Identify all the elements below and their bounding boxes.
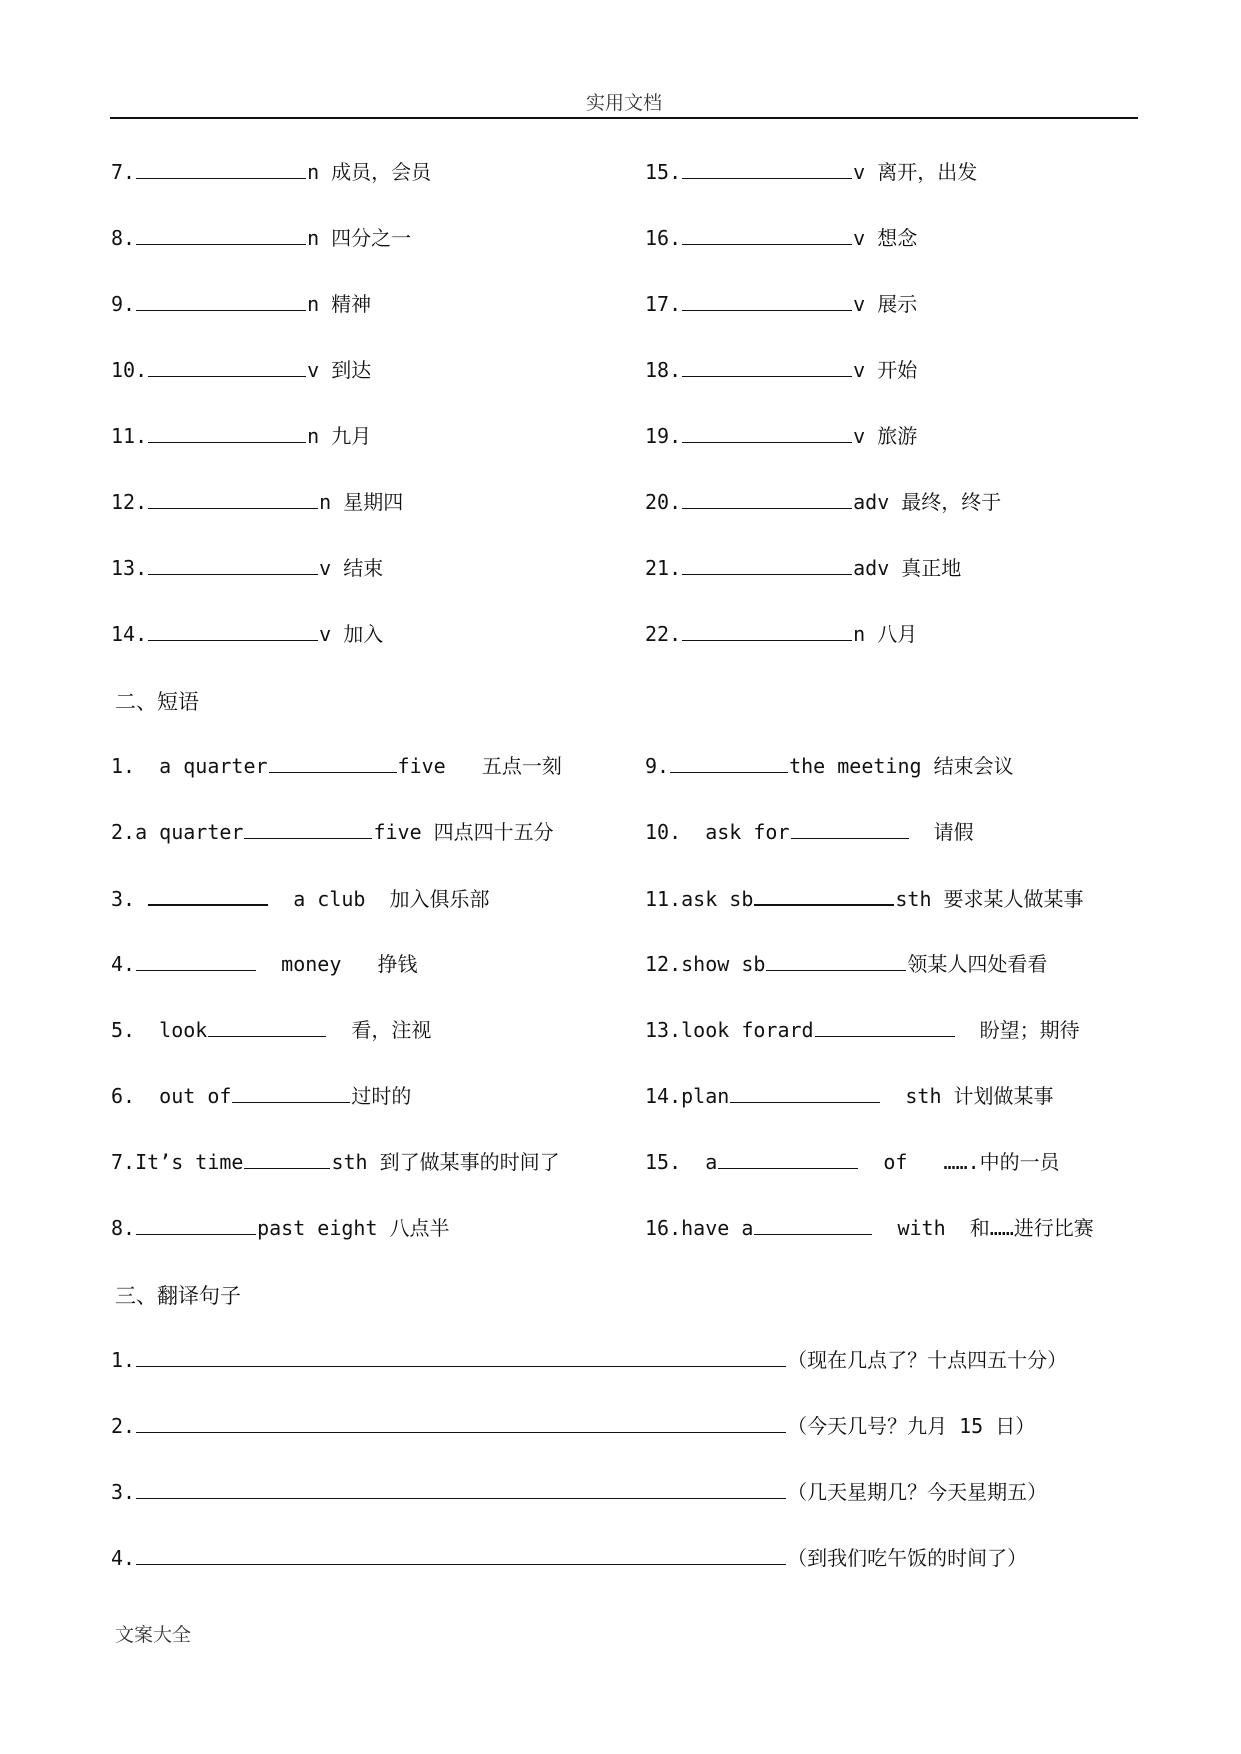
part-of-speech: n bbox=[307, 424, 320, 448]
answer-blank[interactable] bbox=[244, 818, 372, 839]
item-number: 18. bbox=[645, 358, 682, 382]
item-number: 13. bbox=[111, 556, 148, 580]
meaning: 星期四 bbox=[331, 490, 404, 514]
phrase-suffix: 请假 bbox=[909, 820, 974, 844]
item-number: 9. bbox=[111, 292, 136, 316]
meaning: 九月 bbox=[319, 424, 372, 448]
section-heading-phrases: 二、短语 bbox=[115, 690, 199, 714]
phrase-suffix: of …….中的一员 bbox=[859, 1150, 1060, 1174]
item-number: 15. bbox=[645, 160, 682, 184]
phrase-prefix: 14.plan bbox=[645, 1084, 730, 1108]
part-of-speech: n bbox=[307, 292, 320, 316]
item-number: 10. bbox=[111, 358, 148, 382]
phrase-prefix: 10. ask for bbox=[645, 820, 790, 844]
sentence-item bbox=[111, 1544, 1027, 1572]
phrase-item bbox=[111, 950, 418, 978]
item-number: 1. bbox=[111, 1348, 136, 1372]
phrase-suffix: past eight 八点半 bbox=[257, 1216, 450, 1240]
part-of-speech: n bbox=[307, 226, 320, 250]
phrase-suffix: sth 到了做某事的时间了 bbox=[331, 1150, 560, 1174]
answer-blank[interactable] bbox=[232, 1082, 350, 1103]
header-divider bbox=[110, 117, 1138, 119]
meaning: 离开，出发 bbox=[865, 160, 978, 184]
answer-blank[interactable] bbox=[682, 356, 852, 377]
part-of-speech: v bbox=[319, 622, 332, 646]
answer-blank[interactable] bbox=[136, 224, 306, 245]
phrase-suffix: sth 计划做某事 bbox=[881, 1084, 1054, 1108]
answer-blank[interactable] bbox=[682, 158, 852, 179]
phrase-prefix: 4. bbox=[111, 952, 136, 976]
meaning: 开始 bbox=[865, 358, 918, 382]
answer-blank[interactable] bbox=[670, 752, 788, 773]
answer-blank[interactable] bbox=[136, 1214, 256, 1235]
vocab-item bbox=[111, 488, 403, 516]
vocab-item bbox=[645, 158, 977, 186]
vocab-item bbox=[111, 224, 411, 252]
phrase-suffix: 领某人四处看看 bbox=[907, 952, 1048, 976]
answer-blank[interactable] bbox=[148, 620, 318, 641]
phrase-item bbox=[111, 1214, 450, 1242]
phrase-prefix: 7.It’s time bbox=[111, 1150, 244, 1174]
part-of-speech: adv bbox=[853, 490, 890, 514]
item-number: 8. bbox=[111, 226, 136, 250]
sentence-hint: （到我们吃午饭的时间了） bbox=[787, 1546, 1028, 1570]
phrase-item bbox=[111, 884, 490, 913]
vocab-item bbox=[645, 422, 917, 450]
meaning: 成员，会员 bbox=[319, 160, 432, 184]
answer-blank[interactable] bbox=[682, 620, 852, 641]
item-number: 19. bbox=[645, 424, 682, 448]
part-of-speech: v bbox=[853, 160, 866, 184]
part-of-speech: v bbox=[853, 424, 866, 448]
phrase-prefix: 3. bbox=[111, 887, 148, 911]
answer-blank[interactable] bbox=[766, 950, 906, 971]
meaning: 真正地 bbox=[889, 556, 962, 580]
answer-blank[interactable] bbox=[148, 488, 318, 509]
phrase-item bbox=[645, 950, 1047, 978]
phrase-prefix: 6. out of bbox=[111, 1084, 232, 1108]
answer-blank[interactable] bbox=[754, 884, 894, 906]
phrase-prefix: 12.show sb bbox=[645, 952, 766, 976]
phrase-prefix: 5. look bbox=[111, 1018, 208, 1042]
meaning: 结束 bbox=[331, 556, 384, 580]
vocab-item bbox=[645, 488, 1001, 516]
phrase-suffix: with 和……进行比赛 bbox=[873, 1216, 1094, 1240]
phrase-item bbox=[111, 818, 554, 846]
vocab-item bbox=[111, 356, 371, 384]
phrase-prefix: 11.ask sb bbox=[645, 887, 754, 911]
meaning: 最终，终于 bbox=[889, 490, 1002, 514]
phrase-prefix: 2.a quarter bbox=[111, 820, 244, 844]
part-of-speech: v bbox=[307, 358, 320, 382]
vocab-item bbox=[111, 422, 371, 450]
answer-blank[interactable] bbox=[136, 158, 306, 179]
sentence-item bbox=[111, 1412, 1035, 1440]
meaning: 精神 bbox=[319, 292, 372, 316]
phrase-suffix: sth 要求某人做某事 bbox=[895, 887, 1084, 911]
phrase-item bbox=[111, 1082, 411, 1110]
answer-blank[interactable] bbox=[148, 554, 318, 575]
vocab-item bbox=[111, 620, 383, 648]
phrase-prefix: 15. a bbox=[645, 1150, 718, 1174]
meaning: 四分之一 bbox=[319, 226, 412, 250]
answer-blank[interactable] bbox=[815, 1016, 955, 1037]
answer-blank[interactable] bbox=[244, 1148, 330, 1169]
answer-blank[interactable] bbox=[136, 1412, 786, 1433]
meaning: 到达 bbox=[319, 358, 372, 382]
phrase-prefix: 1. a quarter bbox=[111, 754, 268, 778]
phrase-prefix: 8. bbox=[111, 1216, 136, 1240]
answer-blank[interactable] bbox=[136, 1544, 786, 1565]
meaning: 想念 bbox=[865, 226, 918, 250]
page-header: 实用文档 bbox=[585, 92, 662, 114]
meaning: 加入 bbox=[331, 622, 384, 646]
answer-blank[interactable] bbox=[682, 422, 852, 443]
part-of-speech: n bbox=[853, 622, 866, 646]
answer-blank[interactable] bbox=[148, 356, 306, 377]
phrase-suffix: the meeting 结束会议 bbox=[789, 754, 1014, 778]
section-heading-translate: 三、翻译句子 bbox=[115, 1284, 241, 1308]
phrase-item bbox=[645, 1148, 1060, 1176]
answer-blank[interactable] bbox=[269, 752, 397, 773]
part-of-speech: v bbox=[853, 226, 866, 250]
answer-blank[interactable] bbox=[136, 950, 256, 971]
phrase-item bbox=[645, 1016, 1080, 1044]
phrase-prefix: 16.have a bbox=[645, 1216, 754, 1240]
answer-blank[interactable] bbox=[682, 224, 852, 245]
vocab-item bbox=[645, 356, 917, 384]
part-of-speech: n bbox=[307, 160, 320, 184]
phrase-prefix: 13.look forard bbox=[645, 1018, 814, 1042]
answer-blank[interactable] bbox=[682, 290, 852, 311]
vocab-item bbox=[111, 158, 431, 186]
phrase-suffix: 看，注视 bbox=[327, 1018, 432, 1042]
phrase-suffix: five 五点一刻 bbox=[397, 754, 562, 778]
vocab-item bbox=[111, 290, 371, 318]
answer-blank[interactable] bbox=[208, 1016, 326, 1037]
answer-blank[interactable] bbox=[791, 818, 909, 839]
item-number: 22. bbox=[645, 622, 682, 646]
vocab-item bbox=[645, 290, 917, 318]
part-of-speech: v bbox=[319, 556, 332, 580]
answer-blank[interactable] bbox=[730, 1082, 880, 1103]
answer-blank[interactable] bbox=[682, 554, 852, 575]
phrase-item bbox=[645, 884, 1084, 913]
meaning: 八月 bbox=[865, 622, 918, 646]
part-of-speech: n bbox=[319, 490, 332, 514]
answer-blank[interactable] bbox=[136, 1346, 786, 1367]
item-number: 3. bbox=[111, 1480, 136, 1504]
sentence-item bbox=[111, 1346, 1067, 1374]
item-number: 11. bbox=[111, 424, 148, 448]
item-number: 17. bbox=[645, 292, 682, 316]
phrase-prefix: 9. bbox=[645, 754, 670, 778]
answer-blank[interactable] bbox=[754, 1214, 872, 1235]
item-number: 4. bbox=[111, 1546, 136, 1570]
answer-blank[interactable] bbox=[148, 422, 306, 443]
item-number: 16. bbox=[645, 226, 682, 250]
sentence-hint: （几天星期几？今天星期五） bbox=[787, 1480, 1048, 1504]
phrase-item bbox=[111, 752, 562, 780]
vocab-item bbox=[645, 620, 917, 648]
phrase-item bbox=[111, 1148, 560, 1176]
vocab-item bbox=[111, 554, 383, 582]
phrase-suffix: 盼望；期待 bbox=[955, 1018, 1080, 1042]
item-number: 7. bbox=[111, 160, 136, 184]
part-of-speech: adv bbox=[853, 556, 890, 580]
answer-blank[interactable] bbox=[148, 884, 268, 906]
page-footer: 文案大全 bbox=[115, 1624, 192, 1646]
phrase-item bbox=[645, 1214, 1094, 1242]
sentence-hint: （现在几点了？十点四五十分） bbox=[787, 1348, 1068, 1372]
phrase-item bbox=[645, 818, 974, 846]
phrase-suffix: money 挣钱 bbox=[257, 952, 418, 976]
answer-blank[interactable] bbox=[718, 1148, 858, 1169]
phrase-item bbox=[111, 1016, 431, 1044]
part-of-speech: v bbox=[853, 358, 866, 382]
vocab-item bbox=[645, 554, 961, 582]
phrase-item bbox=[645, 752, 1014, 780]
meaning: 展示 bbox=[865, 292, 918, 316]
phrase-item bbox=[645, 1082, 1054, 1110]
answer-blank[interactable] bbox=[136, 290, 306, 311]
answer-blank[interactable] bbox=[682, 488, 852, 509]
item-number: 20. bbox=[645, 490, 682, 514]
item-number: 21. bbox=[645, 556, 682, 580]
sentence-hint: （今天几号？九月 15 日） bbox=[787, 1414, 1036, 1438]
item-number: 12. bbox=[111, 490, 148, 514]
phrase-suffix: a club 加入俱乐部 bbox=[269, 887, 490, 911]
sentence-item bbox=[111, 1478, 1047, 1506]
part-of-speech: v bbox=[853, 292, 866, 316]
phrase-suffix: five 四点四十五分 bbox=[373, 820, 554, 844]
vocab-item bbox=[645, 224, 917, 252]
item-number: 14. bbox=[111, 622, 148, 646]
item-number: 2. bbox=[111, 1414, 136, 1438]
phrase-suffix: 过时的 bbox=[351, 1084, 412, 1108]
answer-blank[interactable] bbox=[136, 1478, 786, 1499]
meaning: 旅游 bbox=[865, 424, 918, 448]
